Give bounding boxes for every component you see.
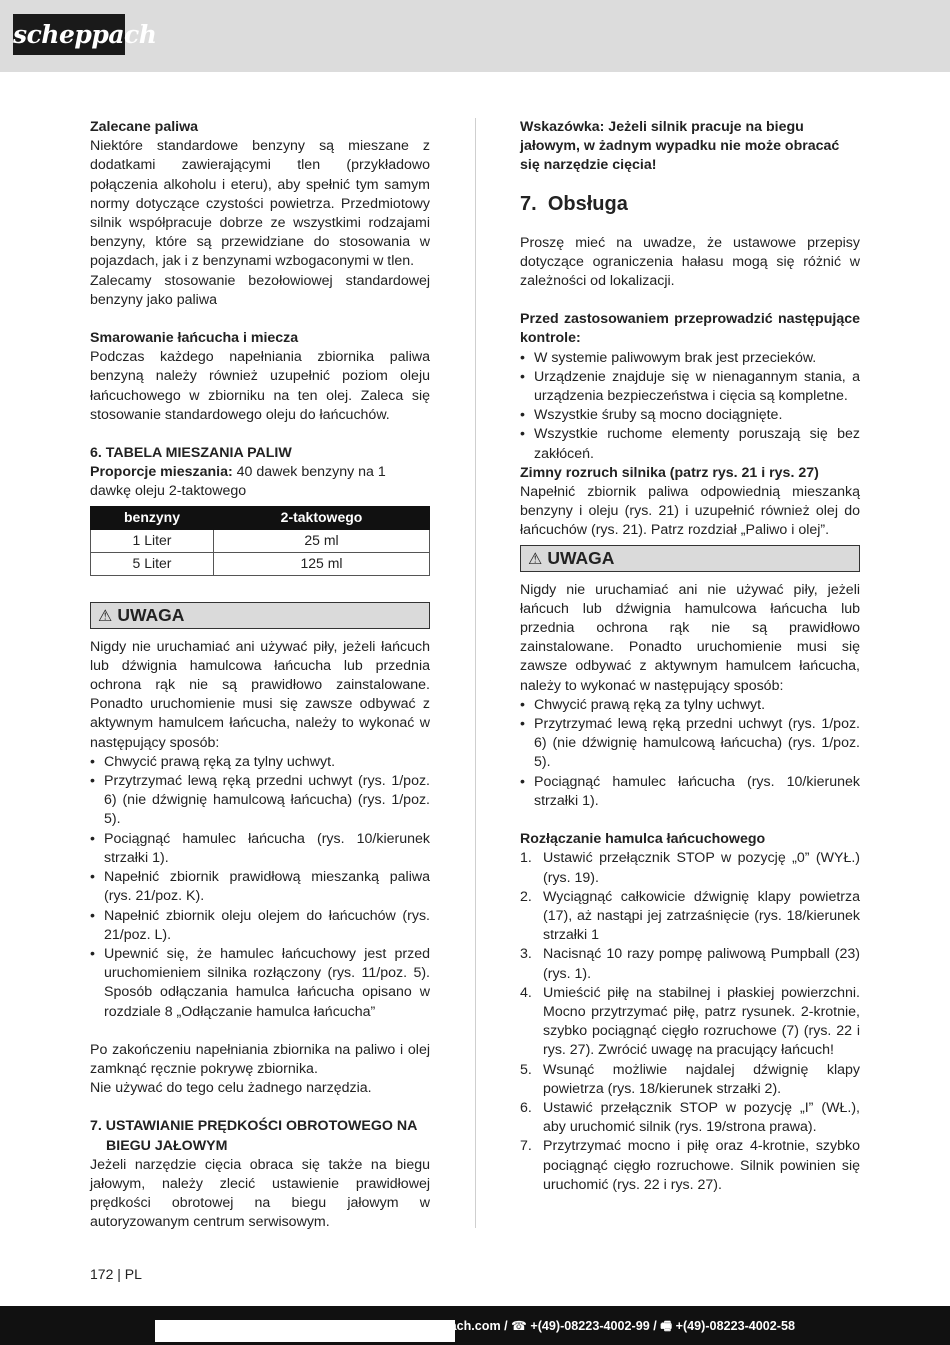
warning-title: UWAGA — [547, 547, 615, 568]
warning-triangle-icon: ⚠ — [528, 550, 543, 568]
ratio-value: 40 dawek benzyny na 1 dawkę oleju 2-taktowego — [90, 464, 386, 500]
page-number: 172 | PL — [90, 1266, 142, 1282]
table-cell: 125 ml — [214, 552, 430, 575]
table-heading: 6. TABELA MIESZANIA PALIW — [90, 445, 292, 462]
noise-text: Proszę mieć na uwadze, że ustawowe przepisy dotyczące ograniczenia hałasu mogą się różnić w zależności od lokalizacji. — [520, 234, 860, 290]
left-column — [90, 118, 430, 1233]
list-item: • Upewnić się, że hamulec łańcuchowy jest przed uruchomieniem silnika rozłączony (rys. 11/poz. 5). Sposób odłączania hamulca łańcucha opisano w rozdziale 8 „Odłączanie hamulca łańcucha” — [90, 945, 430, 1022]
list-item: 5. Wsunąć możliwie najdalej dźwignię klapy powietrza (rys. 18/kierunek strzałki 2). — [520, 1061, 860, 1097]
hint-text: Wskazówka: Jeżeli silnik pracuje na biegu jałowym, w żadnym wypadku nie może obracać się narzędzie cięcia! — [520, 119, 840, 174]
list-item: • Chwycić prawą ręką za tylny uchwyt. — [90, 753, 430, 772]
list-item: • Wszystkie śruby są mocno dociągnięte. — [520, 406, 860, 425]
fuel-text: Niektóre standardowe benzyny są mieszane z dodatkami zawierającymi tlen (przykładowo połączenia alkoholu i eteru), aby spełnić tym samym normy dotyczące czystości powietrza. Przedmiotowy silnik współpracuje dobrze ze wszystkimi rodzajami benzyny, które są przewidziane do stosowania w pojazdach, jak i z benzynami wzbogaconymi w tlen. — [90, 138, 430, 270]
table-cell: 5 Liter — [91, 552, 214, 575]
scheppach-logo: scheppach — [13, 14, 125, 55]
header-band — [0, 0, 950, 72]
list-item: • Urządzenie znajduje się w nienagannym stania, a urządzenia bezpieczeństwa i cięcia są kompletne. — [520, 368, 860, 406]
fuel-heading: Zalecane paliwa — [90, 119, 199, 135]
right-column — [520, 118, 860, 1195]
list-item: • Przytrzymać lewą ręką przedni uchwyt (rys. 1/poz. 6) (nie dźwignię hamulcową łańcucha) (rys. 1/poz. 5). — [90, 772, 430, 830]
warning-text: Nigdy nie uruchamiać ani używać piły, jeżeli łańcuch lub dźwignia hamulcowa łańcucha lub przednia ochrona rąk nie są prawidłowo zainstalowane. Ponadto uruchomienie musi się zawsze odbywać z aktywnym hamulcem łańcucha, należy to wykonać w następujący sposób: — [90, 638, 430, 751]
cold-start-text: Napełnić zbiornik paliwa odpowiednią mieszanką benzyny i oleju (rys. 21) i uzupełnić również olej do łańcuchów (rys. 21). Patrz rozdział „Paliwo i olej”. — [520, 484, 860, 539]
checks-heading: Przed zastosowaniem przeprowadzić następujące kontrole: — [520, 311, 860, 347]
footer-bar — [0, 1306, 950, 1345]
list-item: 3. Nacisnąć 10 razy pompę paliwową Pumpball (23) (rys. 1). — [520, 946, 860, 982]
list-item: 6. Ustawić przełącznik STOP w pozycję „I” (WŁ.), aby uruchomić silnik (rys. 19/strona prawa). — [520, 1099, 860, 1136]
warning-list — [520, 696, 860, 811]
list-item: • Pociągnąć hamulec łańcucha (rys. 10/kierunek strzałki 1). — [520, 773, 860, 811]
idle-heading: 7. USTAWIANIE PRĘDKOŚCI OBROTOWEGO NA — [90, 1118, 418, 1135]
warning-box — [520, 545, 860, 572]
list-item: 7. Przytrzymać mocno i piłę oraz 4-krotnie, szybko pociągnąć cięgło rozruchowe. Silnik powinien się uruchomić (rys. 22 i rys. 27). — [520, 1138, 860, 1193]
after-fill-text: Po zakończeniu napełniania zbiornika na paliwo i olej zamknąć ręcznie pokrywę zbiornika. — [90, 1041, 430, 1077]
contact-info: ach.com / ☎ +(49)-08223-4002-99 / 🖷 +(49)-08223-4002-58 — [449, 1319, 795, 1333]
fuel-mix-table — [90, 506, 430, 576]
list-item: • Wszystkie ruchome elementy poruszają się bez zakłóceń. — [520, 425, 860, 463]
section-name: Obsługa — [547, 192, 628, 215]
idle-text: Jeżeli narzędzie cięcia obraca się także na biegu jałowym, należy zlecić ustawienie prawidłowej prędkości obrotowej na biegu jałowym w autoryzowanym centrum serwisowym. — [90, 1156, 430, 1231]
table-cell: 1 Liter — [91, 529, 214, 552]
column-divider — [475, 118, 476, 1228]
lube-text: Podczas każdego napełniania zbiornika paliwa benzyną należy również uzupełnić poziom oleju łańcuchowego w zbiorniku na ten olej. Zaleca się stosowanie standardowego oleju do łańcuchów. — [90, 349, 430, 423]
cold-start-heading: Zimny rozruch silnika (patrz rys. 21 i rys. 27) — [520, 464, 819, 481]
lube-heading: Smarowanie łańcucha i miecza — [90, 330, 299, 347]
list-item: • Napełnić zbiornik oleju olejem do łańcuchów (rys. 21/poz. L). — [90, 907, 430, 945]
fuel-text-2: Zalecamy stosowanie bezołowiowej standardowej benzyny jako paliwa — [90, 272, 430, 308]
after-fill-text-2: Nie używać do tego celu żadnego narzędzia. — [90, 1080, 372, 1097]
contact-redaction — [155, 1320, 455, 1342]
warning-triangle-icon: ⚠ — [98, 607, 113, 625]
warning-list — [90, 753, 430, 1022]
list-item: 1. Ustawić przełącznik STOP w pozycję „0” (WYŁ.) (rys. 19). — [520, 850, 860, 886]
brake-heading: Rozłączanie hamulca łańcuchowego — [520, 831, 766, 848]
ratio-text — [90, 463, 430, 501]
section-number: 7. — [520, 192, 537, 215]
idle-heading-2: BIEGU JAŁOWYM — [106, 1137, 228, 1154]
list-item: • Przytrzymać lewą ręką przedni uchwyt (rys. 1/poz. 6) (nie dźwignię hamulcową łańcucha) (rys. 1/poz. 5). — [520, 715, 860, 773]
warning-text: Nigdy nie uruchamiać ani nie używać piły, jeżeli łańcuch lub dźwignia hamulcowa łańcucha lub przednia ochrona rąk nie są prawidłowo zainstalowane. Ponadto uruchomienie musi się zawsze odbywać z aktywnym hamulcem łańcucha, należy to wykonać w następujący sposób: — [520, 581, 860, 694]
table-header-oil: 2-taktowego — [214, 506, 430, 529]
table-row — [91, 552, 430, 575]
warning-title: UWAGA — [117, 604, 185, 625]
brake-steps — [520, 849, 860, 1195]
table-cell: 25 ml — [214, 529, 430, 552]
section-title — [520, 192, 860, 216]
list-item: • Pociągnąć hamulec łańcucha (rys. 10/kierunek strzałki 1). — [90, 830, 430, 868]
list-item: • Chwycić prawą ręką za tylny uchwyt. — [520, 696, 860, 715]
list-item: • W systemie paliwowym brak jest przecieków. — [520, 349, 860, 368]
list-item: 4. Umieścić piłę na stabilnej i płaskiej powierzchni. Mocno przytrzymać piłę, patrz rysunek. 2-krotnie, szybko pociągnąć cięgło rozruchowe (7) (rys. 22 i rys. 27). Zwrócić uwagę na pracujący łańcuch! — [520, 984, 860, 1059]
warning-box — [90, 602, 430, 629]
table-row — [91, 529, 430, 552]
list-item: • Napełnić zbiornik prawidłową mieszanką paliwa (rys. 21/poz. K). — [90, 868, 430, 906]
list-item: 2. Wyciągnąć całkowicie dźwignię klapy powietrza (17), aż nastąpi jej zatrzaśnięcie (rys. 18/kierunek strzałki 1 — [520, 888, 860, 944]
table-header-petrol: benzyny — [91, 506, 214, 529]
ratio-label: Proporcje mieszania: — [90, 464, 233, 481]
checks-list — [520, 349, 860, 464]
